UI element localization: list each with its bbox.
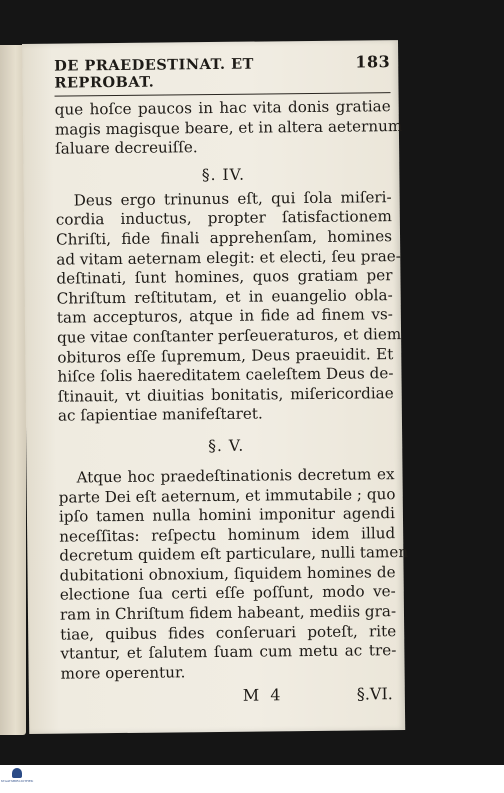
section-iv-paragraph	[55, 187, 402, 427]
previous-page-edge	[0, 45, 26, 735]
book-page	[22, 40, 409, 734]
text-line: dubitationi obnoxium, ſiquidem homines de	[59, 562, 396, 585]
text-line: electione ſua certi eſſe poſſunt, modo ve-	[59, 582, 396, 605]
intro-paragraph	[54, 97, 403, 159]
text-line: ipſo tamen nulla homini imponitur agendi	[58, 504, 396, 526]
text-line: Chriſtum reſtitutam, et in euangelio obla-	[56, 285, 393, 308]
running-title: DE PRAEDESTINAT. ET REPROBAT.	[54, 55, 254, 92]
text-line: Atque hoc praedeſtinationis decretum ex	[76, 465, 395, 487]
text-line: neceſſitas: reſpectu hominum idem illud	[59, 523, 396, 546]
section-v-paragraph	[58, 465, 409, 684]
text-line: Chriſti, fide finali apprehenſam, homines	[55, 227, 393, 249]
text-line: tiae, quibus fides conſeruari poteſt, rite	[60, 621, 397, 644]
text-line: decretum quidem eſt particulare, nulli tamen	[59, 543, 409, 565]
text-line: ram in Chriſtum fidem habeant, mediis gra-	[59, 602, 397, 624]
text-line: more operentur.	[60, 663, 186, 683]
text-line: parte Dei eſt aeternum, et immutabile ; quo	[58, 484, 396, 507]
library-logo-text: STAATSBIBLIOTHEK	[0, 779, 34, 783]
text-line: que hoſce paucos in hac vita donis gratiae	[54, 97, 391, 119]
page-content	[54, 52, 409, 710]
text-line: Deus ergo trinunus eſt, qui ſola miſeri-	[73, 187, 392, 210]
catchword: §.VI.	[356, 684, 393, 704]
text-line: deſtinati, ſunt homines, quos gratiam per	[56, 266, 393, 288]
text-line: obituros eſſe ſupremum, Deus praeuidit. Et	[57, 344, 394, 367]
page-number: 183	[355, 52, 391, 72]
library-logo-mark	[12, 768, 22, 778]
section-heading-v: §. V.	[208, 436, 245, 455]
text-line: vtantur, et ſalutem ſuam cum metu ac tre-	[60, 641, 397, 663]
signature-mark: M 4	[242, 685, 284, 706]
text-line: ad vitam aeternam elegit: et electi, ſeu prae-	[56, 246, 401, 269]
library-logo-icon[interactable]	[0, 768, 34, 790]
running-head	[54, 52, 390, 97]
section-heading-iv: §. IV.	[201, 165, 246, 184]
text-line: tam accepturos, atque in fide ad finem vs-	[56, 305, 393, 327]
text-line: magis magisque beare, et in altera aeternum	[54, 116, 403, 139]
page-foot	[61, 683, 397, 711]
viewer-footer	[0, 765, 504, 793]
text-line: hiſce ſolis haereditatem caeleſtem Deus de-	[57, 364, 394, 386]
text-line: cordia inductus, propter ſatisfactionem	[55, 207, 392, 230]
text-line: ſaluare decreuiſſe.	[55, 138, 198, 158]
text-line: que vitae conſtanter perſeueraturos, et diem	[56, 324, 402, 347]
text-line: ac ſapientiae manifeſtaret.	[57, 404, 263, 425]
text-line: ſtinauit, vt diuitias bonitatis, miſericordiae	[57, 383, 394, 406]
